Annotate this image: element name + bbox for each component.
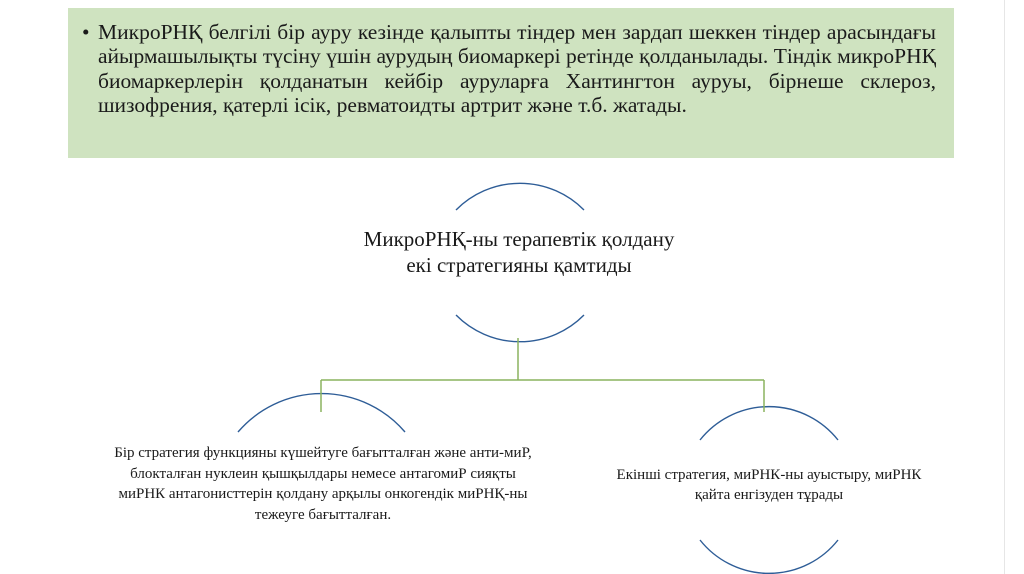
root-arc-top [456, 183, 584, 210]
root-node-text: МикроРНҚ-ны терапевтік қолдану екі стратегияны қамтиды [363, 227, 675, 277]
root-arc-bottom [456, 315, 584, 342]
left-node-text: Бір стратегия функцияны күшейтуге бағытталған және анти-миР, блокталған нуклеин қышқылдары немесе антагомиР сияқты миРНК антагонисттерін қолдану арқылы онкогендік миРНҚ-ны тежеуге бағытталған. [114, 445, 532, 523]
right-node-text: Екінші стратегия, миРНК-ны ауыстыру, миРНК қайта енгізуден тұрады [616, 467, 922, 503]
right-arc-top [700, 407, 838, 440]
right-arc-bottom [700, 540, 838, 573]
intro-paragraph-text: МикроРНҚ белгілі бір ауру кезінде қалыпты тіндер мен зардап шеккен тіндер арасындағы айырмашылықты түсіну үшін аурудың биомаркері ретінде қолданылады. Тіндік микроРНҚ биомаркерлерін қолданатын кейбір ауруларға Хантингтон ауруы, бірнеше склероз, шизофрения, қатерлі ісік, ревматоидты артрит және т.б. жатады. [98, 20, 936, 117]
bullet-icon: • [82, 20, 90, 44]
